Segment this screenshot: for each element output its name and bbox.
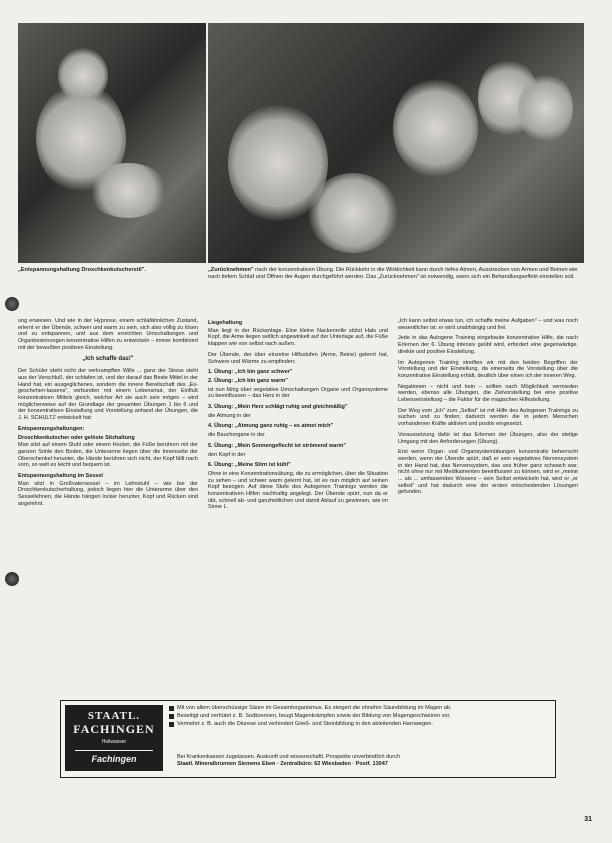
paragraph: Der Schüler steht nicht der verkrampften Wille ... ganz der Stress steht aus der Verschluß, der schlafen ist, und der darauf das Beste Mittel in der Hand hat, ein ausgeglichenes, sondern die innere Bereitschaft des „Es-geschehen-lassens", verbunden mit einem Lebensmut, der Einfluß konzentrativen Mittels gleich, welcher Art sie auch sein mögen – wird möglicherweise auf der Grundlage der gesamten Übungen 1 bis 6 und der konzentrativen Einstellung und Vorstellung anhand der Übungen, die J. H. SCHULTZ entwickelt hat: — [18, 368, 198, 422]
paragraph: Im Autogenen Training streiften wir mit den beiden Begriffen der Vorstellung und der Einstellung, da einerseits die Vorstellung über die konzentrative Einstellung erhält, deutlich über einen ich der inneren Weg. — [398, 359, 578, 379]
photo-right — [208, 23, 584, 263]
exercise-line: 4. Übung: „Atmung ganz ruhig – es atmet mich" — [208, 423, 334, 430]
ad-benefit-item: Vermehrt z. B. auch die Diurese und verhindert Grieß- und Steinbildung in den ableitenden Harnwegen. — [169, 721, 549, 728]
exercise-line: 2. Übung: „Ich bin ganz warm" — [208, 377, 288, 384]
paragraph: ist nun fähig über vegetative Umschaltungen Organe und Organsysteme zu beeinflussen – das Herz in der — [208, 386, 388, 400]
brand-logo — [65, 705, 163, 771]
paragraph: Erst wenn Organ- und Organsystemübungen konzentrativ beherrscht werden, wenn der Übende spürt, daß er sein vegetatives Nervensystem in der Hand hat, das Nervensystem, das uns früher ganz schwach war, nicht ohne nur mit Medikamenten beeinflussen zu können, wird er „meine ... als ... umfassenden Wissens – sein Selbst entwickeln hat, wird er „er selbst" und hat dadurch eine der ersten entscheidenden Lösungen gefunden. — [398, 449, 578, 496]
paragraph: Man sitzt auf einem Stuhl oder einem Hocker, die Füße berühren mit der ganzen Sohle den Boden, die Unterarme liegen über die Innenseite der Oberschenkel herunter, die Hände berühren sich nicht, der Kopf fällt nach vorn, so weit es leicht und bequem ist. — [18, 442, 198, 469]
photo-highlight — [88, 163, 168, 218]
paragraph: Der Übende, der über einzelne Hilfsstufen (Arme, Beine) gelernt hat, Schwere und Wärme zu empfinden: — [208, 351, 388, 365]
subheading: Entspannungshaltung im Sessel — [18, 473, 103, 480]
advertisement — [60, 700, 556, 778]
quote: „Ich schaffe das!" — [82, 355, 134, 362]
paragraph: Man sitzt in Großvatersessel – im Lehnstuhl – wie bei der Droschkenkutscherhaltung, jedoch liegen hier die Unterarme über den Sessellehnen, die Hände hängen locker herunter, Kopf und Rücken sind angelehnt. — [18, 480, 198, 507]
photo-highlight — [58, 48, 108, 103]
paragraph: Jede in das Autogene Training eingebaute konzentrative Hilfe, die nach Erlernen der 6. Übung intensiv geübt wird, erfordert eine gegenwärtige, direkte und positive Einstellung. — [398, 335, 578, 355]
ad-benefit-item: Beseitigt und verhütet z. B. Sodbrennen, beugt Magenkrämpfen sowie der Bildung von Magengeschwüren vor. — [169, 713, 549, 720]
paragraph: die Bauchorgane in der — [208, 432, 265, 439]
logo-wordmark: Fachingen — [75, 750, 153, 764]
ad-benefit-item: Mit von allem überschüssige Säure im Gesamtorganismus. Es steigert die ohnehin Säurebildung im Magen ab. — [169, 705, 549, 712]
logo-line: STAATL. — [87, 710, 141, 722]
exercise-line: 5. Übung: „Mein Sonnengeflecht ist strömend warm" — [208, 442, 346, 449]
exercise-line: 3. Übung: „Mein Herz schlägt ruhig und gleichmäßig" — [208, 404, 348, 411]
paragraph: Der Weg vom „Ich" zum „Selbst" ist mit Hilfe des Autogenen Trainings zu suchen und zu finden; dadurch werden die in jedem Menschen vorhandenen Kräfte aktiviert und positiv eingesetzt. — [398, 407, 578, 428]
photo-left — [18, 23, 206, 263]
ad-benefit-list — [169, 705, 549, 729]
text-column-3 — [398, 318, 578, 500]
paragraph: Man liegt in der Rückenlage. Eine kleine Nackenrolle stützt Hals und Kopf, die Arme liegen seitlich angewinkelt auf der Unterlage auf, die Füße klappen wie von selbst nach außen. — [208, 327, 388, 348]
paragraph: Negationen – nicht und kein – sollten nach Möglichkeit vermieden werden, ebenso alle Übungen, die Zielvorstellung bei eine positive Lebenseinstellung – die Faktor für die magischen Hilfestellung. — [398, 383, 578, 404]
page-number: 31 — [584, 816, 592, 823]
caption-right-lead: „Zurücknehmen" — [208, 267, 254, 273]
caption-left: „Entspannungshaltung Droschkenkutscherstil". — [18, 267, 146, 273]
ad-footer-address: Staatl. Mineralbrunnen Siemens Eben · Zentralbüro: 62 Wiesbaden · Postf. 13047 — [177, 761, 388, 767]
caption-right — [208, 267, 584, 281]
paragraph: Ohne in eine Konzentrationsübung, die zu ermöglichen, über die Situation zu sehen – und schwer warm gelernt hat, ist es nun möglich auf seinen Kopf bezogen. Auf diese Stufe des Autogenen Trainings werden die konzentrativen Hilfen nachhaltig angelegt. Der Übende spürt, nun da er übt, schnell ab- und ganzheitlichen und damit Ablauf zu gewinnen, wie im Sinne L. — [208, 470, 388, 511]
exercise-line: 1. Übung: „Ich bin ganz schwer" — [208, 369, 293, 376]
paragraph: ung erwiesen. Und wie in der Hypnose, einem schlafähnlichen Zustand, erlernt er der Übende, schwer und warm zu sein, sich also völlig zu lösen und zu entspannen, und aus dem erreichten Umschaltungen und Organbesinnungen konzentrative Hilfen zu entwickeln – immer kombiniert mit der bewußten positiven Einstellung: — [18, 318, 198, 351]
punch-hole — [5, 572, 19, 586]
paragraph: die Atmung in der — [208, 412, 251, 419]
exercise-line: 6. Übung: „Meine Stirn ist kühl" — [208, 462, 291, 469]
subheading: Entspannungshaltungen: — [18, 425, 85, 432]
punch-hole — [5, 297, 19, 311]
photo-highlight — [308, 173, 398, 253]
paragraph: Voraussetzung dafür ist das Erlernen der Übungen, also der stetige Umgang mit den Anforderungen (Übung). — [398, 431, 578, 445]
text-column-2 — [208, 318, 388, 515]
logo-line: FACHINGEN — [73, 722, 155, 736]
text-column-1 — [18, 318, 198, 512]
paragraph: den Kopf in der — [208, 451, 246, 458]
ad-footer-lead: Bei Krankenkassen zugelassen. Auskunft und wissenschaftl. Prospekte unverbindlich durch — [177, 754, 400, 760]
subheading: Droschkenkutscher oder gelöste Sitzhaltung — [18, 434, 135, 441]
paragraph: „Ich kann selbst etwas tun, ich schaffe meine Aufgaben" – und was noch wesentlicher ist: er wird unabhängig und frei. — [398, 318, 578, 331]
subheading: Liegehaltung — [208, 320, 243, 326]
photo-highlight — [518, 73, 573, 143]
logo-line: Heilwasser — [101, 739, 127, 745]
caption-right-text: nach der konzentrativen Übung. Die Rückkehr in die Wirklichkeit kann durch tiefes Atmen, Ausstrecken von Armen und Beinen wie nach tiefem Schlaf und Öffnen der Augen durchgeführt werden. Das „Zurücknehmen" ist notwendig, wenn sich ein Behandlungseffekt einstellen soll. — [208, 267, 578, 280]
photo-highlight — [393, 78, 478, 178]
ad-footer — [177, 754, 549, 768]
